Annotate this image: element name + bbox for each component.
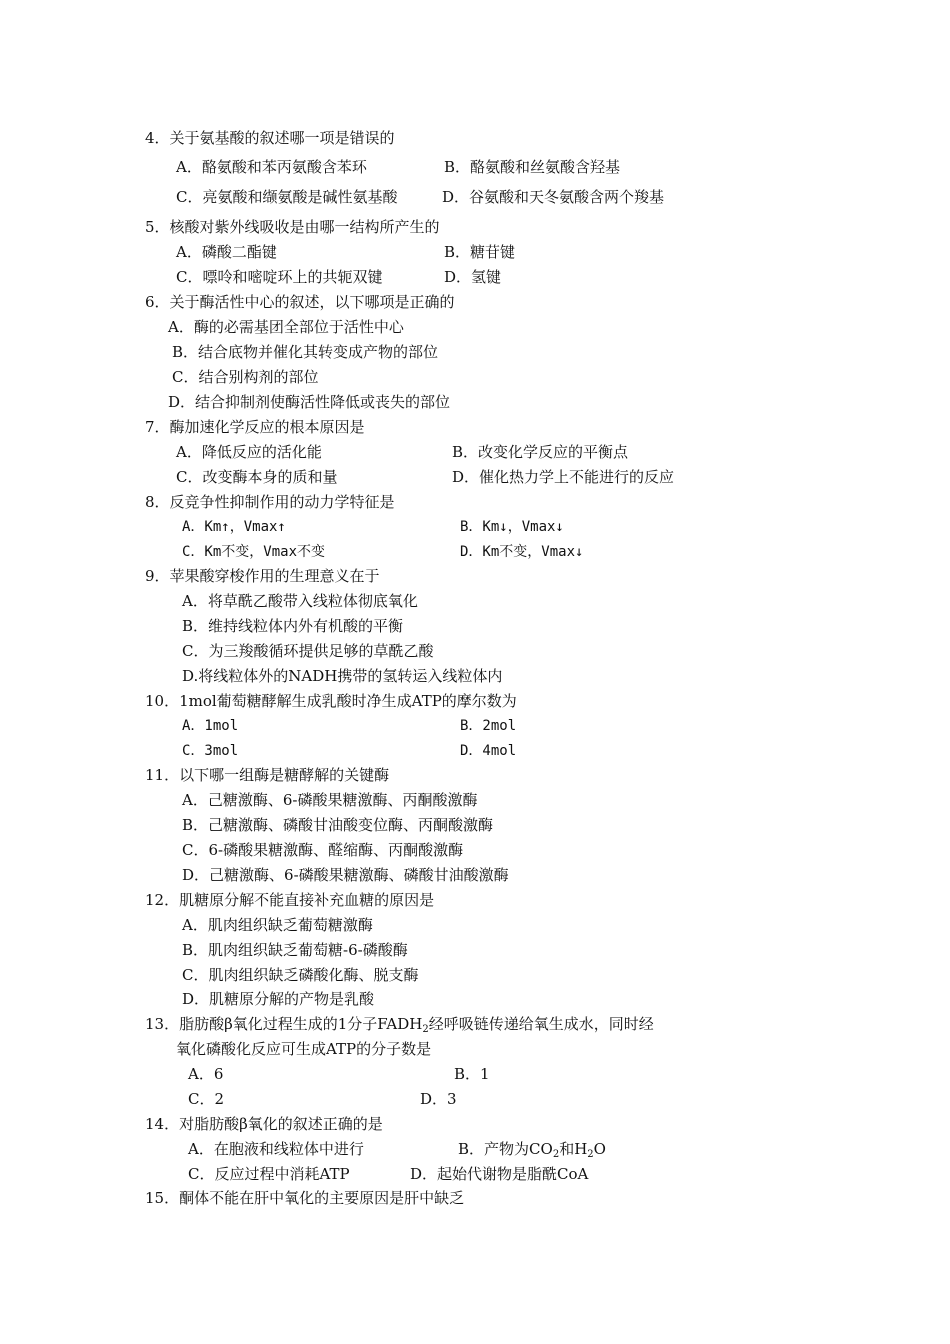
q14-option-c: C．反应过程中消耗ATP: [188, 1165, 350, 1183]
q11-option-b: B．己糖激酶、磷酸甘油酸变位酶、丙酮酸激酶: [182, 816, 494, 834]
q7-stem: 7．酶加速化学反应的根本原因是: [145, 418, 365, 436]
q11-option-c: C．6-磷酸果糖激酶、醛缩酶、丙酮酸激酶: [182, 841, 464, 859]
q13-stem-line2: 氧化磷酸化反应可生成ATP的分子数是: [176, 1040, 432, 1058]
q13-option-b: B．1: [454, 1065, 490, 1083]
q12-option-b: B．肌肉组织缺乏葡萄糖-6-磷酸酶: [182, 941, 408, 959]
q6-option-b: B．结合底物并催化其转变成产物的部位: [172, 343, 439, 361]
q12-option-d: D．肌糖原分解的产物是乳酸: [182, 990, 375, 1008]
q13-option-a: A．6: [188, 1065, 224, 1083]
q7-option-d: D．催化热力学上不能进行的反应: [452, 468, 675, 486]
q12-option-c: C．肌肉组织缺乏磷酸化酶、脱支酶: [182, 966, 419, 984]
q9-option-c: C．为三羧酸循环提供足够的草酰乙酸: [182, 642, 434, 660]
q6-option-d: D．结合抑制剂使酶活性降低或丧失的部位: [168, 393, 451, 411]
q5-option-b: B．糖苷键: [444, 243, 516, 261]
q4-stem: 4．关于氨基酸的叙述哪一项是错误的: [145, 129, 395, 147]
q7-option-b: B．改变化学反应的平衡点: [452, 443, 629, 461]
q8-option-a: A．Km↑，Vmax↑: [182, 519, 286, 535]
q10-option-d: D．4mol: [460, 743, 517, 759]
q10-option-b: B．2mol: [460, 718, 517, 734]
q14-option-d: D．起始代谢物是脂酰CoA: [410, 1165, 589, 1183]
q10-stem: 10．1mol葡萄糖酵解生成乳酸时净生成ATP的摩尔数为: [145, 692, 517, 710]
q4-option-a: A．酪氨酸和苯丙氨酸含苯环: [176, 158, 367, 176]
q7-option-c: C．改变酶本身的质和量: [176, 468, 338, 486]
q9-option-d: D.将线粒体外的NADH携带的氢转运入线粒体内: [182, 667, 503, 685]
q6-stem: 6．关于酶活性中心的叙述，以下哪项是正确的: [145, 293, 455, 311]
q4-option-c: C．亮氨酸和缬氨酸是碱性氨基酸: [176, 188, 398, 206]
q4-option-b: B．酪氨酸和丝氨酸含羟基: [444, 158, 621, 176]
q9-stem: 9．苹果酸穿梭作用的生理意义在于: [145, 567, 380, 585]
q11-option-a: A．己糖激酶、6-磷酸果糖激酶、丙酮酸激酶: [182, 791, 478, 809]
q12-stem: 12．肌糖原分解不能直接补充血糖的原因是: [145, 891, 435, 909]
q13-stem-line1: 13．脂肪酸β氧化过程生成的1分子$FADH_2$经呼吸链传递给氧生成水，同时经: [145, 1015, 654, 1035]
q8-option-b: B．Km↓，Vmax↓: [460, 519, 564, 535]
q8-option-d: D．Km不变，Vmax↓: [460, 544, 584, 560]
q15-stem: 15．酮体不能在肝中氧化的主要原因是肝中缺乏: [145, 1189, 465, 1207]
q8-stem: 8．反竞争性抑制作用的动力学特征是: [145, 493, 395, 511]
q14-stem: 14．对脂肪酸β氧化的叙述正确的是: [145, 1115, 383, 1133]
q13-option-c: C．2: [188, 1090, 225, 1108]
q11-stem: 11．以下哪一组酶是糖酵解的关键酶: [145, 766, 390, 784]
q9-option-b: B．维持线粒体内外有机酸的平衡: [182, 617, 404, 635]
q6-option-a: A．酶的必需基团全部位于活性中心: [168, 318, 404, 336]
q5-option-a: A．磷酸二酯键: [176, 243, 277, 261]
q5-option-d: D．氢键: [444, 268, 502, 286]
q4-option-d: D．谷氨酸和天冬氨酸含两个羧基: [442, 188, 665, 206]
q14-option-b: B．产物为$CO_2$和$H_2O$: [458, 1140, 606, 1160]
q10-option-a: A．1mol: [182, 718, 239, 734]
q5-option-c: C．嘌呤和嘧啶环上的共轭双键: [176, 268, 383, 286]
q6-option-c: C．结合别构剂的部位: [172, 368, 319, 386]
q14-option-a: A．在胞液和线粒体中进行: [188, 1140, 364, 1158]
q10-option-c: C．3mol: [182, 743, 239, 759]
q5-stem: 5．核酸对紫外线吸收是由哪一结构所产生的: [145, 218, 440, 236]
q9-option-a: A．将草酰乙酸带入线粒体彻底氧化: [182, 592, 418, 610]
q11-option-d: D．己糖激酶、6-磷酸果糖激酶、磷酸甘油酸激酶: [182, 866, 509, 884]
q13-option-d: D．3: [420, 1090, 457, 1108]
q12-option-a: A．肌肉组织缺乏葡萄糖激酶: [182, 916, 373, 934]
q8-option-c: C．Km不变，Vmax不变: [182, 544, 326, 560]
q7-option-a: A．降低反应的活化能: [176, 443, 322, 461]
